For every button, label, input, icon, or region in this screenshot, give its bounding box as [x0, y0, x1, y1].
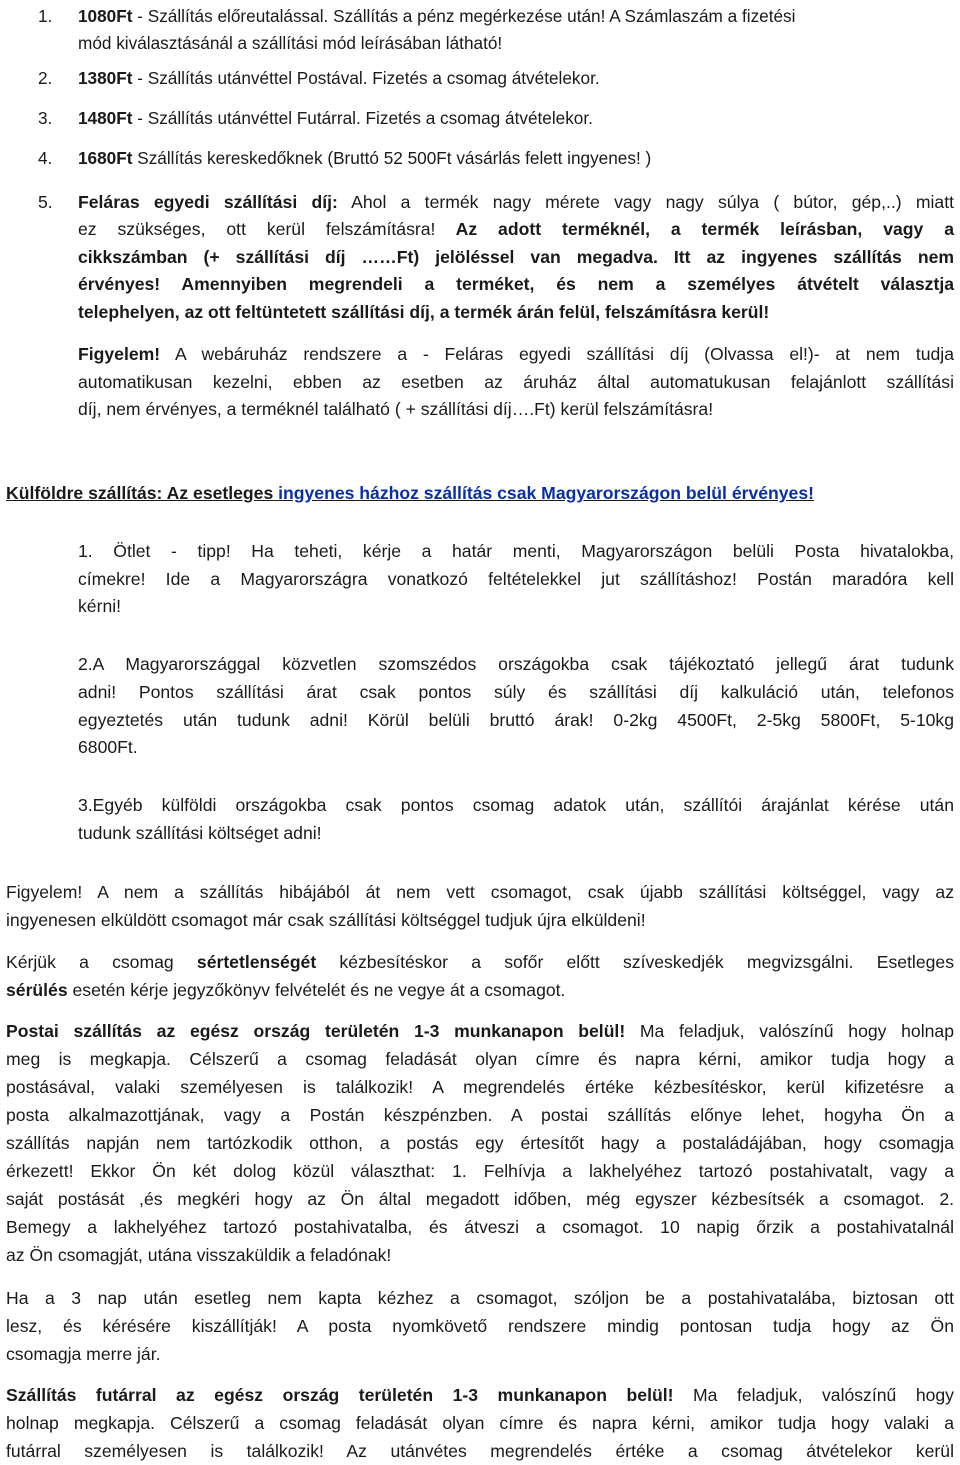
list-item-4-line: 1680Ft Szállítás kereskedőknek (Bruttó 52 500Ft vásárlás felett ingyenes! )	[78, 148, 652, 168]
price: 1080Ft	[78, 6, 133, 26]
tip-2-line: 2.A Magyarországgal közvetlen szomszédos országokba csak tájékoztató jellegű árat tudunk	[78, 654, 954, 674]
courier-line: holnap megkapja. Célszerű a csomag feladását olyan címre és napra kérni, amikor tudja hogy valaki a	[6, 1413, 954, 1433]
list-number: 4.	[38, 148, 53, 168]
postal-line: meg is megkapja. Célszerű a csomag feladását olyan címre és napra kérni, amikor tudja hogy a	[6, 1049, 954, 1069]
check-line: Kérjük a csomag sértetlenségét kézbesítéskor a sofőr előtt szíveskedjék megvizsgálni. Esetleges	[6, 952, 954, 972]
item5-warning-line: automatikusan kezelni, ebben az esetben az áruház által automatukusan felajánlott szállítási	[78, 372, 954, 392]
postal-line: szállítás napján nem tartózkodik otthon, a postás egy értesítőt hagy a postaládájában, hogy csomagja	[6, 1133, 954, 1153]
tip-3-line: 3.Egyéb külföldi országokba csak pontos csomag adatok után, szállítói árajánlat kérése után	[78, 795, 954, 815]
warning-line: ingyenesen elküldött csomagot már csak szállítási költséggel tudjuk újra elküldeni!	[6, 910, 646, 930]
tracking-line: lesz, és kérésére kiszállítják! A posta nyomkövető rendszere mindig pontosan tudja hogy az Ön	[6, 1316, 954, 1336]
item5-line: cikkszámban (+ szállítási díj ……Ft) jelöléssel van megadva. Itt az ingyenes szállítás nem	[78, 247, 954, 267]
tip-2-line: egyeztetés után tudunk adni! Körül belüli bruttó árak! 0-2kg 4500Ft, 2-5kg 5800Ft, 5-10kg	[78, 710, 954, 730]
foreign-shipping-heading: Külföldre szállítás: Az esetleges ingyenes házhoz szállítás csak Magyarországon belül érvényes!	[6, 483, 814, 503]
tip-1-line: kérni!	[78, 596, 122, 616]
item5-line: érvényes! Amennyiben megrendeli a terméket, és nem a személyes átvételt választja	[78, 274, 954, 294]
list-item-3-line: 1480Ft - Szállítás utánvéttel Futárral. Fizetés a csomag átvételekor.	[78, 108, 593, 128]
tip-2-line: adni! Pontos szállítási árat csak pontos súly és szállítási díj kalkuláció után, telefonos	[78, 682, 954, 702]
list-number: 2.	[38, 68, 53, 88]
check-line: sérülés esetén kérje jegyzőkönyv felvételét és ne vegye át a csomagot.	[6, 980, 566, 1000]
postal-line: az Ön csomagját, utána visszaküldik a feladónak!	[6, 1245, 392, 1265]
postal-line: érkezett! Ekkor Ön két dolog közül választhat: 1. Felhívja a lakhelyéhez tartozó postahivatalt, vagy a	[6, 1161, 954, 1181]
item5-warning-line: díj, nem érvényes, a terméknél található ( + szállítási díj….Ft) kerül felszámításra!	[78, 399, 714, 419]
tip-3-line: tudunk szállítási költséget adni!	[78, 823, 322, 843]
price: 1480Ft	[78, 108, 133, 128]
postal-line: Bemegy a lakhelyéhez tartozó postahivatalba, és átveszi a csomagot. 10 napig őrzik a postahivatalnál	[6, 1217, 954, 1237]
list-number: 1.	[38, 6, 53, 26]
postal-line: saját postását ,és megkéri hogy az Ön által megadott időben, még egyszer kézbesítsék a csomagot. 2.	[6, 1189, 954, 1209]
tip-1-line: 1. Ötlet - tipp! Ha teheti, kérje a határ menti, Magyarországon belüli Posta hivatalokba,	[78, 541, 954, 561]
item5-line: Feláras egyedi szállítási díj: Ahol a termék nagy mérete vagy nagy súlya ( bútor, gép,..) miatt	[78, 192, 954, 212]
list-item-1-line: 1080Ft - Szállítás előreutalással. Szállítás a pénz megérkezése után! A Számlaszám a fizetési	[78, 6, 796, 26]
price: 1380Ft	[78, 68, 133, 88]
postal-line: Postai szállítás az egész ország területén 1-3 munkanapon belül! Ma feladjuk, valószínű hogy holnap	[6, 1021, 954, 1041]
list-item-2-line: 1380Ft - Szállítás utánvéttel Postával. Fizetés a csomag átvételekor.	[78, 68, 600, 88]
courier-line: Szállítás futárral az egész ország területén 1-3 munkanapon belül! Ma feladjuk, valószínű hogy	[6, 1385, 954, 1405]
tracking-line: csomagja merre jár.	[6, 1344, 161, 1364]
item5-warning-line: Figyelem! A webáruház rendszere a - Feláras egyedi szállítási díj (Olvassa el!)- at nem tudja	[78, 344, 954, 364]
item5-line: telephelyen, az ott feltüntetett szállítási díj, a termék árán felül, felszámításra kerül!	[78, 302, 770, 322]
list-item-1-line: mód kiválasztásánál a szállítási mód leírásában látható!	[78, 33, 503, 53]
tip-2-line: 6800Ft.	[78, 737, 138, 757]
price: 1680Ft	[78, 148, 133, 168]
courier-line: futárral személyesen is találkozik! Az utánvétes megrendelés értéke a csomag átvételekor kerül	[6, 1441, 954, 1461]
warning-line: Figyelem! A nem a szállítás hibájából át nem vett csomagot, csak újabb szállítási költséggel, vagy az	[6, 882, 954, 902]
list-number: 5.	[38, 192, 53, 212]
item5-line: ez szükséges, ott kerül felszámításra! Az adott terméknél, a termék leírásban, vagy a	[78, 219, 954, 239]
tracking-line: Ha a 3 nap után esetleg nem kapta kézhez a csomagot, szóljon be a postahivatalába, biztosan ott	[6, 1288, 954, 1308]
list-number: 3.	[38, 108, 53, 128]
postal-line: posta alkalmazottjának, vagy a Postán készpénzben. A postai szállítás előnye lehet, hogyha Ön a	[6, 1105, 954, 1125]
postal-line: postásával, valaki személyesen is találkozik! A megrendelés értéke kézbesítéskor, kerül kifizetésre a	[6, 1077, 954, 1097]
tip-1-line: címekre! Ide a Magyarországra vonatkozó feltételekkel jut szállításhoz! Postán maradóra kell	[78, 569, 954, 589]
